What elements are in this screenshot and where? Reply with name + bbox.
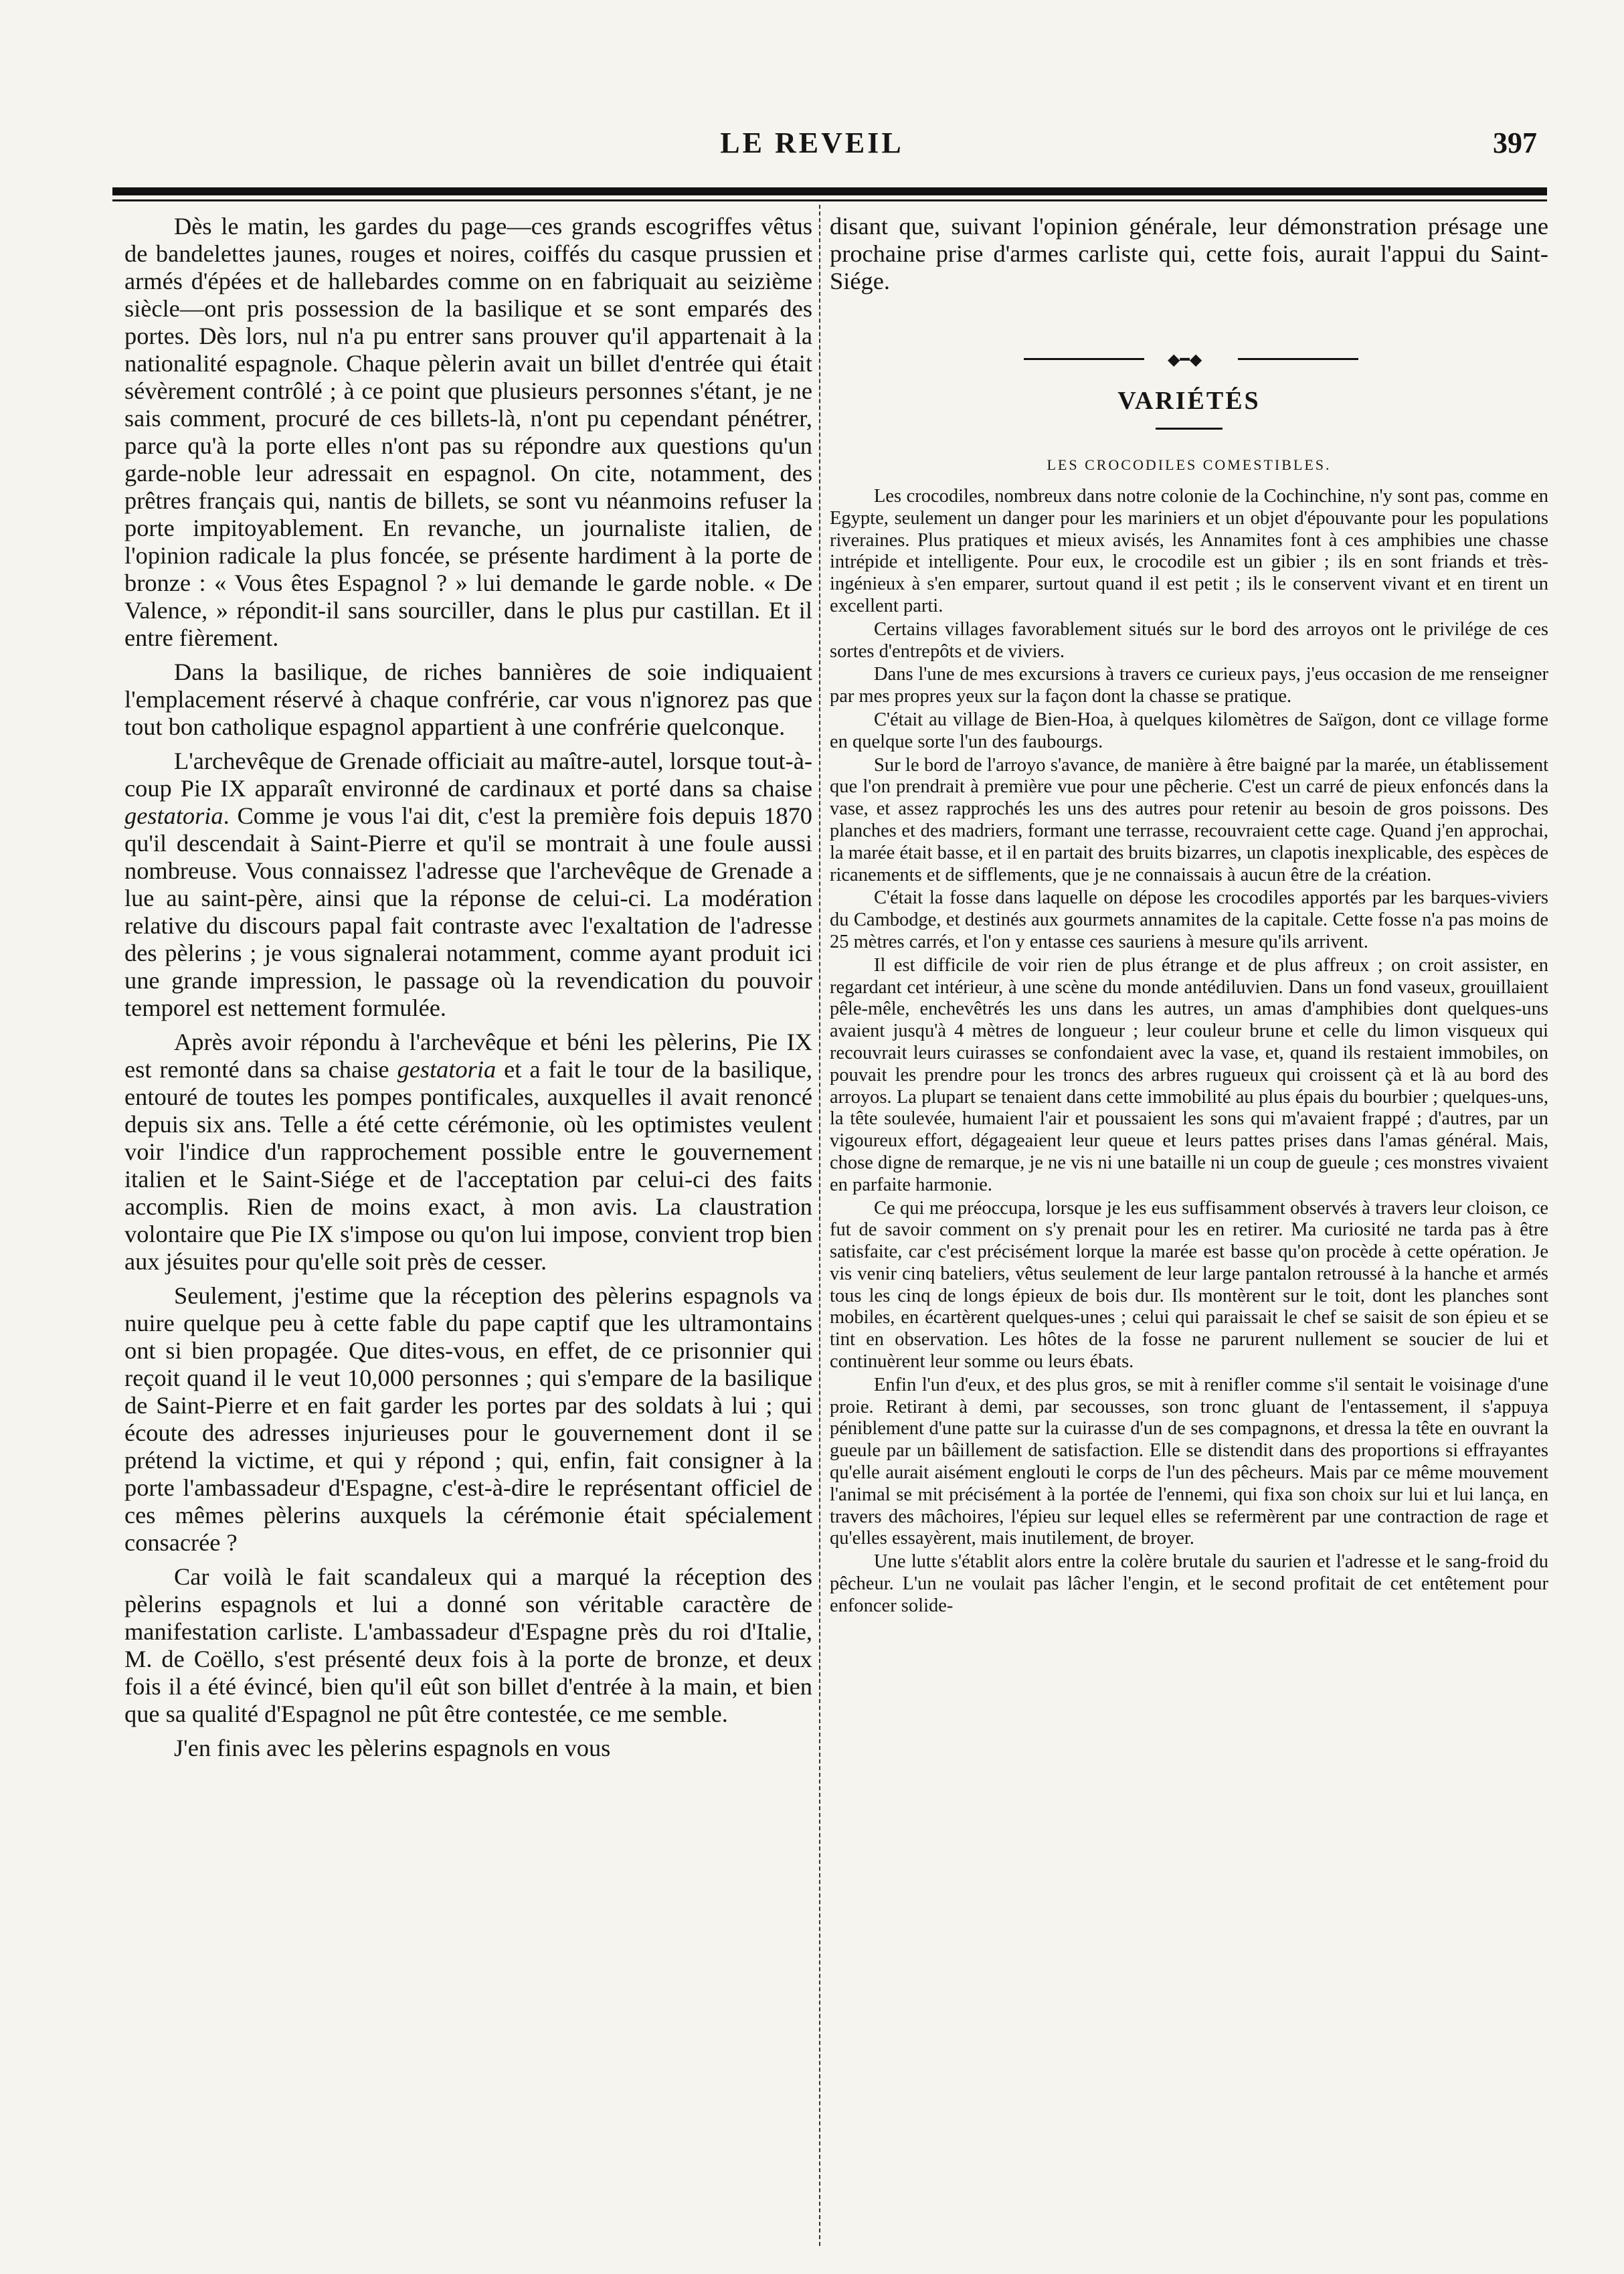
article-paragraph: Il est difficile de voir rien de plus étrange et de plus affreux ; on croit assister, en regardant cet intérieur, à une scène du monde antédiluvien. Dans un fond vaseux, grouillaient pêle-mêle, enchevêtrés les uns dans les autres, un amas d'amphibies dont quelques-uns avaient jusqu'à 4 mètres de longueur ; leur couleur brune et celle du limon visqueux qui recouvrait leurs cuirasses se confondaient avec la vase, et, quand ils restaient immobiles, on pouvait les prendre pour les troncs des arbres rugueux qui croissent çà et là au bord des arroyos. La plupart se tenaient dans cette immobilité au plus épais du bourbier ; quelques-uns, la tête soulevée, humaient l'air et poussaient les sons qui m'avaient frappé ; d'autres, par un vigoureux effort, dégageaient leur queue et leurs pattes prises dans l'amas général. Mais, chose digne de remarque, je ne vis ni une bataille ni un coup de gueule ; ces monstres vivaient en parfaite harmonie. — [830, 954, 1548, 1195]
section-heading: VARIÉTÉS — [1117, 387, 1261, 415]
italic-term: gestatoria — [124, 802, 223, 829]
left-paragraph: J'en finis avec les pèlerins espagnols en vous — [174, 1735, 611, 1761]
left-paragraph: Car voilà le fait scandaleux qui a marqué la réception des pèlerins espagnols et lui a donné son véritable caractère de manifestation carliste. L'ambassadeur d'Espagne près du roi d'Italie, M. de Coëllo, s'est présenté deux fois à la porte de bronze, et deux fois il a été évincé, bien qu'il eût son billet d'entrée à la main, et bien que sa qualité d'Espagnol ne pût être contestée, ce me semble. — [124, 1563, 812, 1727]
article-body — [830, 486, 1548, 1617]
article-paragraph: Une lutte s'établit alors entre la colère brutale du saurien et l'adresse et le sang-froid du pêcheur. L'un ne voulait pas lâcher l'engin, et le second profitait de cet entêtement pour enfoncer solide- — [830, 1551, 1548, 1616]
article-paragraph: Les crocodiles, nombreux dans notre colonie de la Cochinchine, n'y sont pas, comme en Egypte, seulement un danger pour les mariniers et un objet d'épouvante pour les populations riveraines. Plus pratiques et mieux avisés, les Annamites font à ces amphibies une chasse intrépide et intelligente. Pour eux, le crocodile est un gibier ; ils en sont friands et très-ingénieux à s'en emparer, surtout quand il est petit ; ils le conservent vivant et en tirent un excellent parti. — [830, 486, 1548, 616]
article-paragraph: C'était la fosse dans laquelle on dépose les crocodiles apportés par les barques-viviers du Cambodge, et destinés aux gourmets annamites de la capitale. Cette fosse n'a pas moins de 25 mètres carrés, et l'on y entasse ces sauriens à mesure qu'ils arrivent. — [830, 887, 1548, 952]
left-paragraph: Seulement, j'estime que la réception des pèlerins espagnols va nuire quelque peu à cette fable du pape captif que les ultramontains ont si bien propagée. Que dites-vous, en effet, de ce prisonnier qui reçoit quand il le veut 10,000 personnes ; qui s'empare de la basilique de Saint-Pierre et en fait garder les portes par des soldats à lui ; qui écoute des adresses injurieuses pour le gouvernement dont il se prétend la victime, et qui y répond ; qui, enfin, fait consigner à la porte l'ambassadeur d'Espagne, c'est-à-dire le représentant officiel de ces mêmes pèlerins auxquels la cérémonie était spécialement consacrée ? — [124, 1282, 812, 1556]
left-paragraph: Dans la basilique, de riches bannières de soie indiquaient l'emplacement réservé à chaque confrérie, car vous n'ignorez pas que tout bon catholique espagnol appartient à une confrérie quelconque. — [124, 659, 812, 740]
right-column — [830, 213, 1548, 2247]
left-paragraph: Dès le matin, les gardes du page—ces grands escogriffes vêtus de bandelettes jaunes, rouges et noires, coiffés du casque prussien et armés d'épées et de hallebardes comme on en fabriquait au seizième siècle—ont pris possession de la basilique et se sont emparés des portes. Dès lors, nul n'a pu entrer sans prouver qu'il appartenait à la nationalité espagnole. Chaque pèlerin avait un billet d'entrée qui était sévèrement contrôlé ; à ce point que plusieurs personnes s'étant, je ne sais comment, procuré de ces billets-là, n'ont pu cependant pénétrer, parce qu'à la porte elles n'ont pas su répondre aux questions qu'un garde-noble leur adressait en espagnol. On cite, notamment, des prêtres français qui, nantis de billets, se sont vu néanmoins refuser la porte impitoyablement. En revanche, un journaliste italien, de l'opinion radicale la plus foncée, se présente hardiment à la porte de bronze : « Vous êtes Espagnol ? » lui demande le garde noble. « De Valence, » répondit-il sans sourciller, dans le plus pur castillan. Et il entre fièrement. — [124, 213, 812, 651]
article-paragraph: Dans l'une de mes excursions à travers ce curieux pays, j'eus occasion de me renseigner par mes propres yeux sur la façon dont la chasse se pratique. — [830, 664, 1548, 707]
italic-term: gestatoria — [397, 1056, 497, 1083]
left-column — [124, 213, 812, 2247]
section-heading-rule — [1156, 428, 1223, 430]
diamond-ornament-icon: ◆━◆ — [1168, 350, 1202, 369]
page-number: 397 — [1493, 126, 1537, 159]
column-separator — [819, 205, 820, 2246]
article-paragraph: Enfin l'un d'eux, et des plus gros, se mit à renifler comme s'il sentait le voisinage d'une proie. Retirant à demi, par secousses, son tronc gluant de l'entassement, il s'appuya péniblement d'une patte sur la cuirasse d'un de ses compagnons, et dressa la tête en ouvrant la gueule par un bâillement de satisfaction. Elle se distendit dans des proportions si effrayantes qu'elle aurait aisément englouti le corps de l'un des pêcheurs. Mais par ce même mouvement l'animal se mit précisément à la portée de l'ennemi, qui fixa son choix sur lui et lui lança, en travers des mâchoires, l'épieu sur lequel elles se refermèrent par une contraction de rage et qu'elles essayèrent, mais inutilement, de broyer. — [830, 1374, 1548, 1549]
left-paragraph: Après avoir répondu à l'archevêque et béni les pèlerins, Pie IX est remonté dans sa chaise gestatoria et a fait le tour de la basilique, entouré de toutes les pompes pontificales, auxquelles il avait renoncé depuis six ans. Telle a été cette cérémonie, où les optimistes veulent voir l'indice d'un rapprochement possible entre le gouvernement italien et le Saint-Siége et de l'acceptation par celui-ci des faits accomplis. Rien de moins exact, à mon avis. La claustration volontaire que Pie IX s'impose ou qu'on lui impose, convient trop bien aux jésuites pour qu'elle soit près de cesser. — [124, 1029, 812, 1275]
continued-paragraph: disant que, suivant l'opinion générale, leur démonstration présage une prochaine prise d'armes carliste qui, cette fois, aurait l'appui du Saint-Siége. — [830, 213, 1548, 294]
running-head-title: LE REVEIL — [720, 126, 904, 159]
header-rule-thin — [112, 199, 1547, 201]
article-paragraph: Certains villages favorablement situés sur le bord des arroyos ont le privilége de ces sortes d'entrepôts et de viviers. — [830, 618, 1548, 662]
article-paragraph: Ce qui me préoccupa, lorsque je les eus suffisamment observés à travers leur cloison, ce fut de savoir comment on s'y prenait pour les en retirer. Ma curiosité ne tarda pas à être satisfaite, car c'est précisément lorque la marée est basse qu'on procède à cette opération. Je vis venir cinq bateliers, vêtus seulement de leur large pantalon retroussé à la hanche et armés tous les cinq de longs épieux de bois dur. Ils montèrent sur le toit, dont les planches sont mobiles, en écartèrent quelques-unes ; celui qui paraissait le chef se saisit de son épieu et se tint en observation. Les hôtes de la fosse ne parurent nullement se soucier de lui et continuèrent leur somme ou leurs ébats. — [830, 1197, 1548, 1373]
article-paragraph: Sur le bord de l'arroyo s'avance, de manière à être baigné par la marée, un établissement que l'on prendrait à première vue pour une pêcherie. C'est un carré de pieux enfoncés dans la vase, et assez rapprochés les uns des autres pour retenir au besoin de gros poissons. Des planches et des madriers, formant une terrasse, recouvraient cette cage. Quand j'en approchai, la marée était basse, et il en partait des bruits bizarres, un clapotis inexplicable, des espèces de ricanements et de sifflements, que je ne connaissais à aucun être de la création. — [830, 754, 1548, 885]
header-rule-thick — [112, 187, 1547, 195]
section-ornament — [830, 333, 1548, 386]
article-title: LES CROCODILES COMESTIBLES. — [1047, 456, 1332, 473]
article-paragraph: C'était au village de Bien-Hoa, à quelques kilomètres de Saïgon, dont ce village forme en quelque sorte l'un des faubourgs. — [830, 709, 1548, 752]
left-paragraph: L'archevêque de Grenade officiait au maître-autel, lorsque tout-à-coup Pie IX apparaît environné de cardinaux et porté dans sa chaise gestatoria. Comme je vous l'ai dit, c'est la première fois depuis 1870 qu'il descendait à Saint-Pierre et qu'il se montrait à une foule aussi nombreuse. Vous connaissez l'adresse que l'archevêque de Grenade a lue au saint-père, ainsi que la réponse de celui-ci. La modération relative du discours papal fait contraste avec l'exaltation de l'adresse des pèlerins ; je vous signalerai notamment, comme ayant produit ici une grande impression, le passage où la revendication du pouvoir temporel est nettement formulée. — [124, 748, 812, 1021]
